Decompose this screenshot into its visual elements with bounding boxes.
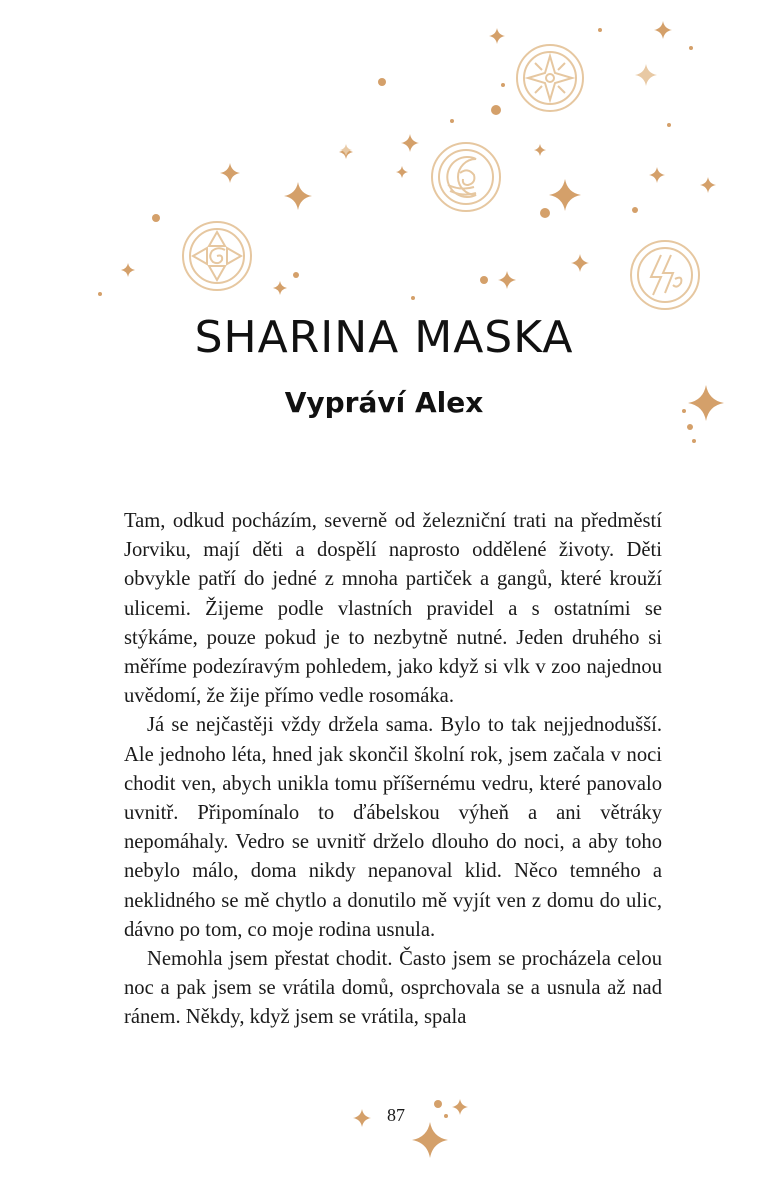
paragraph: Nemohla jsem přestat chodit. Často jsem se procházela celou noc a pak jsem se vrátila domů, osprchovala se a usnula až nad ránem. Někdy, když jsem se vrátila, spala (124, 948, 662, 1029)
page-number: 87 (387, 1105, 405, 1125)
side-sparkle-icon (670, 375, 730, 445)
chapter-subtitle: Vypráví Alex (284, 386, 484, 419)
paragraph: Tam, odkud pocházím, severně od železniční trati na předměstí Jorviku, mají děti a dospělí naprosto oddělené životy. Děti obvykle patří do jedné z mnoha partiček a gangů, které krouží ulicemi. Žijeme podle vlastních pravidel a s ostatními se stýkáme, pouze pokud je to nezbytně nutné. Jeden druhého si měříme podezíravým pohledem, jako když si vlk v zoo najednou uvědomí, že žije přímo vedle rosomáka. (124, 510, 662, 708)
moon-swirl-circle-icon (432, 143, 500, 211)
star-rune-circle-icon (517, 45, 583, 111)
chapter-body (124, 507, 662, 1033)
footer-sparkle-icon (340, 1090, 480, 1170)
header-decoration (0, 0, 768, 330)
paragraph: Já se nejčastěji vždy držela sama. Bylo to tak nejjednodušší. Ale jednoho léta, hned jak skončil školní rok, jsem začala v noci chodit ven, abych unikla tomu příšernému vedru, které panovalo uvnitř. Připomínalo to ďábelskou výheň a ani větráky nepomáhaly. Vedro se uvnitř drželo dlouho do noci, a aby toho nebylo málo, doma nikdy nepanoval klid. Něco temného a neklidného se mě chytlo a donutilo mě vyjít ven z domu do ulic, dávno po tom, co moje rodina usnula. (124, 714, 662, 941)
lightning-circle-icon (631, 241, 699, 309)
chapter-title: SHARINA MASKA (194, 312, 574, 363)
spiral-sun-circle-icon (183, 222, 251, 290)
